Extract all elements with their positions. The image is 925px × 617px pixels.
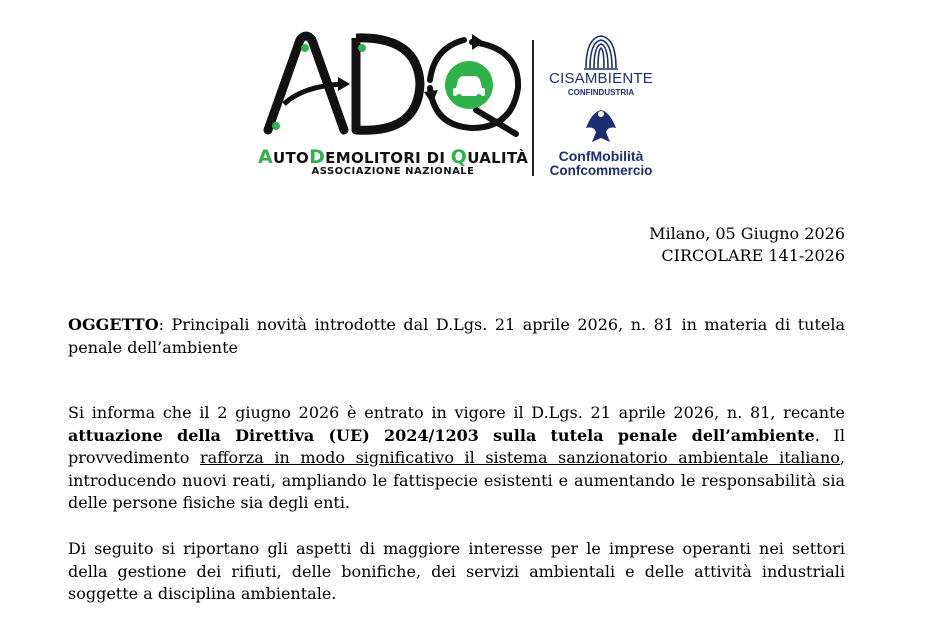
circolare-number: CIRCOLARE 141-2026 [661,246,845,265]
subject-text: : Principali novità introdotte dal D.Lgs. 21 aprile 2026, n. 81 in materia di tutela penale dell’ambiente [68,315,845,357]
subject-line [68,314,845,359]
letterhead [0,0,925,190]
confcommercio-eagle-icon [586,110,616,142]
subject-label: OGGETTO [68,315,159,334]
place-date: Milano, 05 Giugno 2026 [649,224,845,243]
logo-divider [532,40,534,176]
second-paragraph: Di seguito si riportano gli aspetti di maggiore interesse per le imprese operanti nei settori della gestione dei rifiuti, delle bonifiche, dei servizi ambientali e delle attività industriali soggette a disciplina ambientale. [68,539,845,603]
underlined-statement: rafforza in modo significativo il sistema sanzionatorio ambientale italiano [200,448,840,467]
confcommercio-name: Confcommercio [549,163,653,178]
cisambiente-emblem-icon [584,36,618,69]
confmobilita-name: ConfMobilità [558,148,644,164]
cisambiente-name: CISAMBIENTE [549,70,653,87]
cisambiente-sub: CONFINDUSTRIA [567,88,635,97]
intro-paragraph: Si informa che il 2 giugno 2026 è entrato in vigore il D.Lgs. 21 aprile 2026, n. 81, recante attuazione della Direttiva (UE) 2024/1203 sulla tutela penale dell’ambiente. Il provvedimento rafforza in modo significativo il sistema sanzionatorio ambientale italiano, introducendo nuovi reati, ampliando le fattispecie esistenti e aumentando le responsabilità sia delle persone fisiche sia degli enti. [68,403,845,512]
adq-subtitle: ASSOCIAZIONE NAZIONALE [311,166,475,177]
directive-emphasis: attuazione della Direttiva (UE) 2024/1203 sulla tutela penale dell’ambiente [68,425,815,445]
adq-full-name: AUTODEMOLITORI DI QUALITÀ [258,146,529,168]
